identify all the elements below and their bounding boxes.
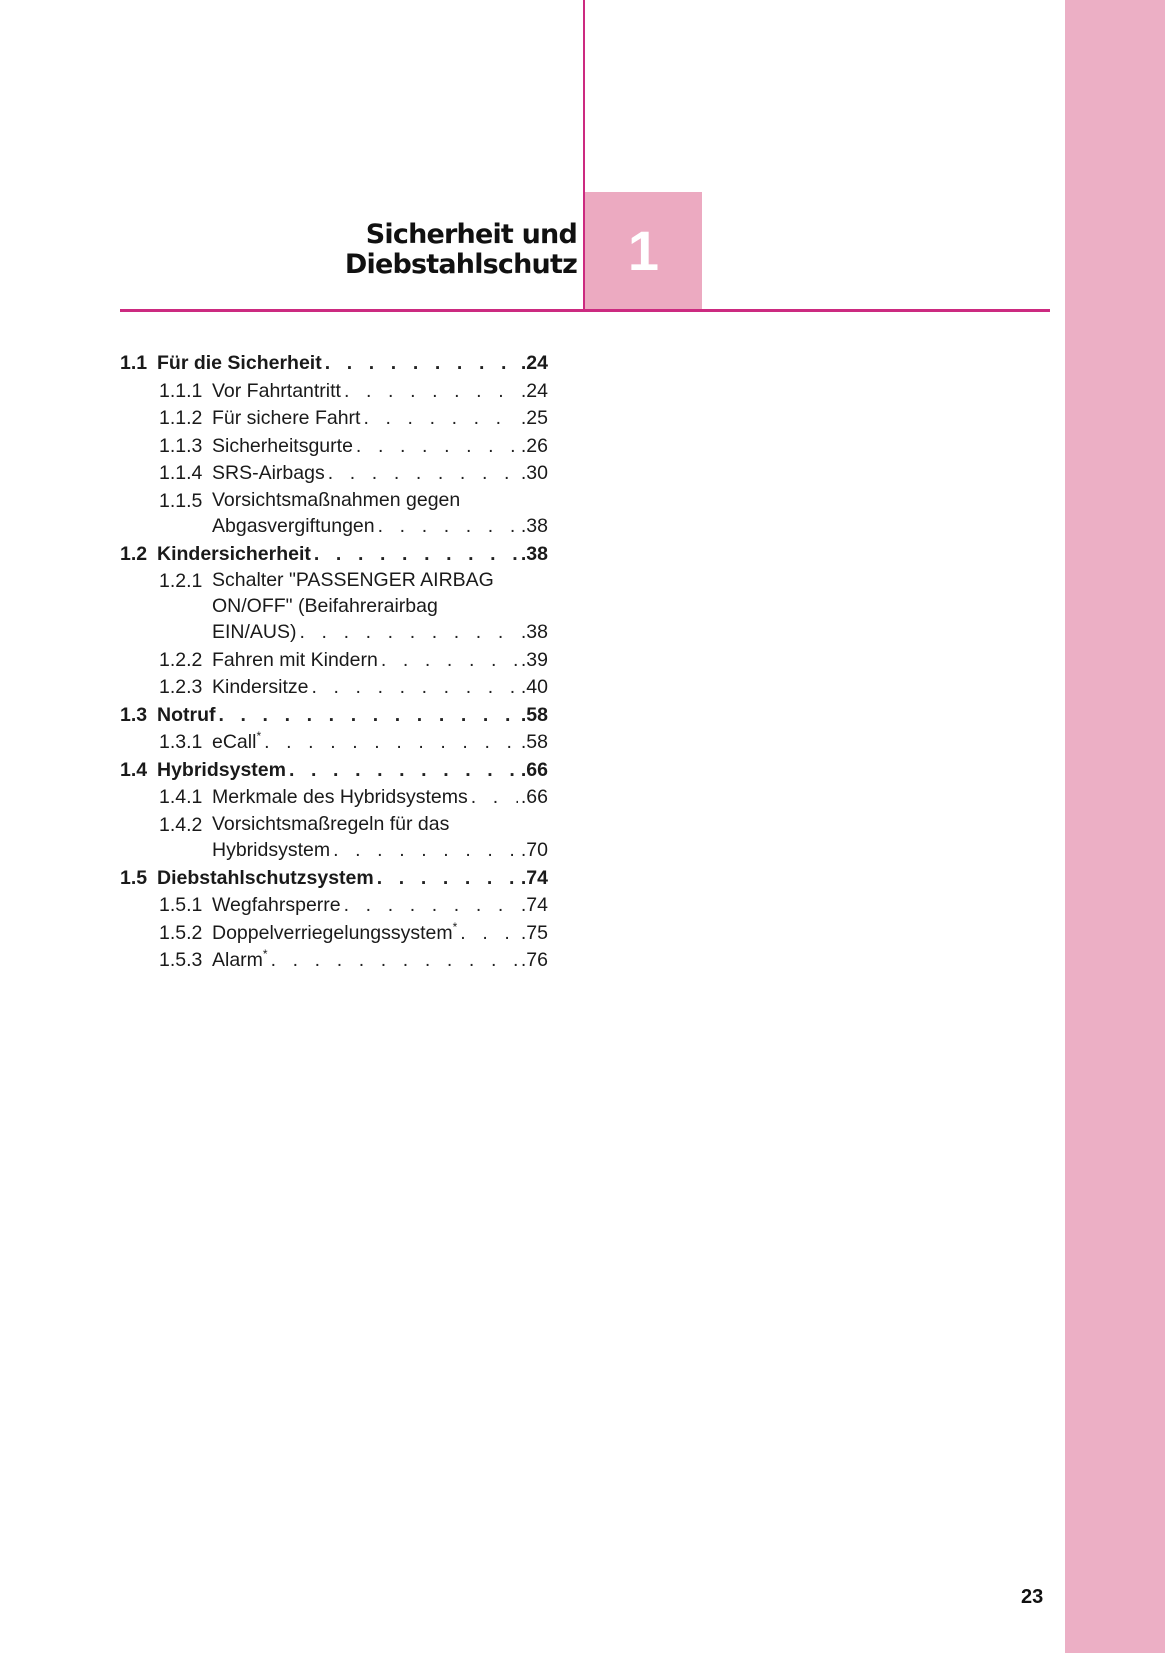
toc-entry-page: .74 bbox=[520, 894, 548, 916]
toc-entry-1-1-2[interactable] bbox=[120, 405, 548, 433]
chapter-number-box bbox=[585, 192, 702, 309]
toc-entry-number: 1.1.2 bbox=[159, 407, 203, 429]
dot-leader bbox=[471, 784, 518, 812]
toc-entry-number: 1.1 bbox=[120, 352, 148, 374]
toc-entry-number: 1.5.1 bbox=[159, 894, 203, 916]
toc-entry-1-4-2[interactable] bbox=[120, 812, 548, 865]
toc-entry-number: 1.1.5 bbox=[159, 489, 203, 512]
toc-entry-title-line2: Abgasvergiftungen bbox=[212, 515, 375, 537]
dot-leader bbox=[344, 892, 518, 920]
toc-entry-1-2[interactable] bbox=[120, 541, 548, 569]
toc-entry-1-5[interactable] bbox=[120, 865, 548, 893]
toc-entry-title bbox=[212, 729, 261, 757]
toc-entry-1-3[interactable] bbox=[120, 702, 548, 730]
toc-entry-title bbox=[212, 947, 268, 975]
toc-entry-number: 1.1.1 bbox=[159, 379, 203, 402]
toc-entry-page: .24 bbox=[520, 352, 548, 374]
toc-entry-title: Diebstahlschutzsystem bbox=[157, 866, 374, 889]
chapter-title bbox=[345, 220, 577, 280]
toc-entry-page: .30 bbox=[520, 462, 548, 484]
dot-leader bbox=[289, 757, 518, 785]
toc-entry-page: .40 bbox=[520, 676, 548, 698]
toc-entry-number: 1.2.1 bbox=[159, 570, 203, 592]
dot-leader bbox=[311, 674, 517, 702]
toc-entry-title-line2: ON/OFF" (Beifahrerairbag bbox=[212, 594, 438, 617]
toc-entry-page: .26 bbox=[520, 434, 548, 457]
toc-entry-1-2-3[interactable] bbox=[120, 674, 548, 702]
toc-entry-title-line1: Schalter "PASSENGER AIRBAG bbox=[212, 569, 494, 591]
header-horizontal-rule bbox=[120, 309, 1050, 312]
dot-leader bbox=[300, 619, 518, 647]
dot-leader bbox=[314, 541, 518, 569]
toc-entry-title: Wegfahrsperre bbox=[212, 894, 341, 916]
toc-entry-page: .38 bbox=[520, 542, 548, 565]
side-color-band bbox=[1065, 0, 1165, 1653]
toc-entry-1-2-2[interactable] bbox=[120, 647, 548, 675]
dot-leader bbox=[378, 513, 518, 541]
chapter-title-line2: Diebstahlschutz bbox=[344, 249, 577, 280]
dot-leader bbox=[333, 837, 518, 865]
toc-entry-title: Kindersicherheit bbox=[157, 542, 311, 565]
toc-entry-1-5-1[interactable] bbox=[120, 892, 548, 920]
dot-leader bbox=[264, 729, 518, 757]
toc-entry-title: Für die Sicherheit bbox=[157, 352, 322, 374]
dot-leader bbox=[344, 378, 518, 406]
toc-entry-number: 1.4.2 bbox=[159, 813, 203, 836]
dot-leader bbox=[460, 920, 518, 948]
toc-entry-page: .24 bbox=[520, 379, 548, 402]
toc-entry-title: Vor Fahrtantritt bbox=[212, 379, 341, 402]
toc-entry-title bbox=[212, 920, 457, 948]
toc-entry-title-text: eCall bbox=[212, 731, 257, 753]
toc-entry-title: Notruf bbox=[157, 703, 216, 726]
toc-entry-number: 1.1.3 bbox=[159, 434, 203, 457]
toc-entry-title: SRS-Airbags bbox=[212, 462, 325, 484]
toc-entry-number: 1.5 bbox=[120, 866, 148, 889]
toc-entry-title: Für sichere Fahrt bbox=[212, 407, 361, 429]
toc-entry-1-5-2[interactable] bbox=[120, 920, 548, 948]
toc-entry-number: 1.2.3 bbox=[159, 676, 203, 698]
dot-leader bbox=[377, 865, 518, 893]
chapter-number: 1 bbox=[627, 219, 660, 282]
toc-entry-title: Fahren mit Kindern bbox=[212, 648, 378, 671]
toc-entry-page: .25 bbox=[520, 407, 548, 429]
toc-entry-1-4[interactable] bbox=[120, 757, 548, 785]
toc-entry-title-text: Alarm bbox=[212, 949, 263, 971]
toc-entry-title: Merkmale des Hybridsystems bbox=[212, 786, 468, 808]
toc-entry-title-line1: Vorsichtsmaßregeln für das bbox=[212, 812, 450, 835]
table-of-contents bbox=[120, 350, 548, 975]
toc-entry-number: 1.3 bbox=[120, 703, 148, 726]
toc-entry-page: .39 bbox=[520, 648, 548, 671]
toc-entry-page: .76 bbox=[520, 949, 548, 971]
toc-entry-page: .66 bbox=[520, 786, 548, 808]
toc-entry-title: Hybridsystem bbox=[157, 758, 286, 781]
dot-leader bbox=[218, 702, 517, 730]
toc-entry-page: .75 bbox=[520, 921, 548, 944]
toc-entry-title-line3: EIN/AUS) bbox=[212, 621, 297, 643]
toc-entry-number: 1.2.2 bbox=[159, 648, 203, 671]
footnote-asterisk: * bbox=[262, 947, 268, 961]
toc-entry-1-1-5[interactable] bbox=[120, 488, 548, 541]
dot-leader bbox=[325, 350, 518, 378]
toc-entry-page: .74 bbox=[520, 866, 548, 889]
dot-leader bbox=[328, 460, 518, 488]
toc-entry-number: 1.4.1 bbox=[159, 786, 203, 808]
toc-entry-1-2-1[interactable] bbox=[120, 568, 548, 647]
toc-entry-title: Kindersitze bbox=[212, 676, 309, 698]
toc-entry-title-line2: Hybridsystem bbox=[212, 839, 331, 861]
toc-entry-page: .38 bbox=[520, 515, 548, 537]
dot-leader bbox=[381, 647, 518, 675]
toc-entry-title-text: Doppelverriegelungssystem bbox=[212, 921, 453, 944]
toc-entry-1-3-1[interactable] bbox=[120, 729, 548, 757]
toc-entry-number: 1.5.3 bbox=[159, 949, 203, 971]
toc-entry-number: 1.3.1 bbox=[159, 731, 203, 753]
dot-leader bbox=[271, 947, 518, 975]
toc-entry-1-1-1[interactable] bbox=[120, 378, 548, 406]
footnote-asterisk: * bbox=[256, 729, 262, 743]
dot-leader bbox=[363, 405, 517, 433]
toc-entry-number: 1.2 bbox=[120, 542, 148, 565]
toc-entry-number: 1.1.4 bbox=[159, 462, 203, 484]
toc-entry-1-5-3[interactable] bbox=[120, 947, 548, 975]
toc-entry-1-1-3[interactable] bbox=[120, 433, 548, 461]
chapter-title-line1: Sicherheit und bbox=[365, 219, 577, 250]
toc-entry-1-1[interactable] bbox=[120, 350, 548, 378]
toc-entry-page: .66 bbox=[520, 758, 548, 781]
toc-entry-title: Sicherheitsgurte bbox=[212, 434, 353, 457]
toc-entry-number: 1.5.2 bbox=[159, 921, 203, 944]
toc-entry-number: 1.4 bbox=[120, 758, 148, 781]
toc-entry-1-1-4[interactable] bbox=[120, 460, 548, 488]
page-number: 23 bbox=[1021, 1586, 1044, 1608]
toc-entry-title-line1: Vorsichtsmaßnahmen gegen bbox=[212, 488, 461, 511]
footnote-asterisk: * bbox=[452, 919, 458, 934]
toc-entry-page: .70 bbox=[520, 839, 548, 861]
dot-leader bbox=[356, 433, 518, 461]
toc-entry-page: .38 bbox=[520, 621, 548, 643]
toc-entry-page: .58 bbox=[520, 703, 548, 726]
toc-entry-page: .58 bbox=[520, 731, 548, 753]
toc-entry-1-4-1[interactable] bbox=[120, 784, 548, 812]
